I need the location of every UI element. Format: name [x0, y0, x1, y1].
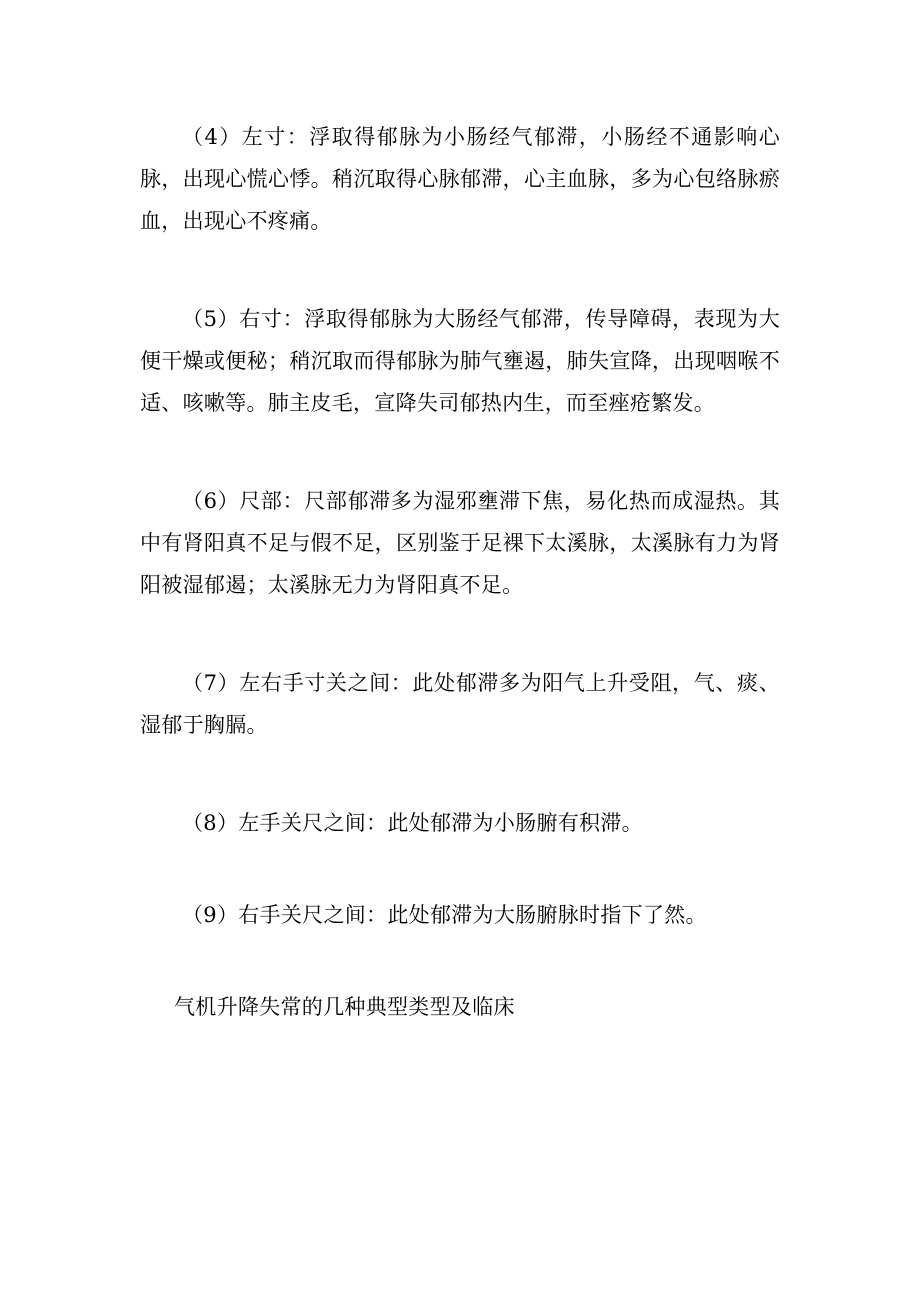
paragraph-right-cun: （5）右寸：浮取得郁脉为大肠经气郁滞，传导障碍，表现为大便干燥或便秘；稍沉取而得郁脉为肺气壅遏，肺失宣降，出现咽喉不适、咳嗽等。肺主皮毛，宣降失司郁热内生，而至痤疮繁发。	[140, 307, 780, 415]
paragraph-left-cun: （4）左寸：浮取得郁脉为小肠经气郁滞，小肠经不通影响心脉，出现心慌心悸。稍沉取得心脉郁滞，心主血脉，多为心包络脉瘀血，出现心不疼痛。	[140, 125, 780, 233]
paragraph-right-guan-chi: （9）右手关尺之间：此处郁滞为大肠腑脉时指下了然。	[182, 903, 707, 927]
document-body	[140, 116, 780, 1028]
section-heading: 气机升降失常的几种典型类型及临床	[174, 995, 515, 1019]
paragraph-cun-guan: （7）左右手寸关之间：此处郁滞多为阳气上升受阻，气、痰、湿郁于胸膈。	[140, 671, 780, 737]
paragraph-chi: （6）尺部：尺部郁滞多为湿邪壅滞下焦，易化热而成湿热。其中有肾阳真不足与假不足，区别鉴于足裸下太溪脉，太溪脉有力为肾阳被湿郁遏；太溪脉无力为肾阳真不足。	[140, 489, 780, 597]
paragraph-left-guan-chi: （8）左手关尺之间：此处郁滞为小肠腑有积滞。	[182, 811, 643, 835]
